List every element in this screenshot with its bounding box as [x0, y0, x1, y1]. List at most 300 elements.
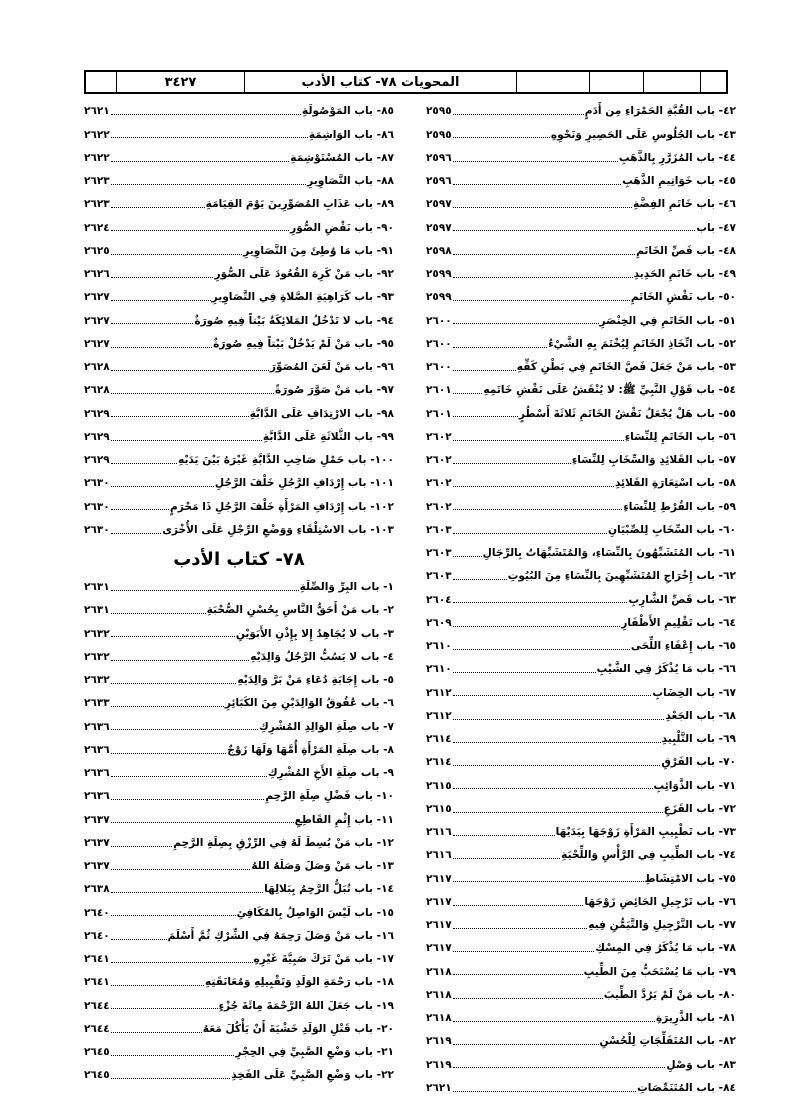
toc-left-column — [84, 100, 394, 1087]
toc-entry-label: ١٠٣- باب الاسْتِلْقَاءِ وَوَضْعِ الرِّجْلِ عَلَى الأُخْرَى — [162, 523, 394, 536]
toc-entry-label: ٨١- باب الذَّرِيرَةِ — [656, 1012, 736, 1025]
toc-entry-label: ٤٢- باب القُبَّةِ الحَمْرَاءِ مِن أَدَمٍ — [584, 105, 736, 118]
dot-leader — [453, 440, 624, 441]
header-box-5 — [700, 72, 726, 92]
toc-entry — [426, 542, 736, 565]
toc-entry-page: ٢٦٣٦ — [84, 720, 110, 733]
toc-entry — [426, 286, 736, 309]
toc-entry-label: ٩٢- باب مَنْ كَرِهَ القُعُودَ عَلَى الصُّوَرِ — [214, 268, 394, 281]
toc-entry-label: ١- باب البِرِّ وَالصِّلَةِ — [299, 581, 394, 594]
toc-entry-page: ٢٦٢٧ — [84, 314, 110, 327]
dot-leader — [453, 207, 632, 208]
toc-entry-label: ٧٦- باب تَرْجِيلِ الحَائِضِ زَوْجَهَا — [584, 895, 736, 908]
toc-entry-label: ١٠١- باب إِرْدَافِ الرَّجُلِ خَلْفَ الرَّجُلِ — [214, 477, 394, 490]
toc-entry-label: ٨٩- باب عَذَابِ المُصَوِّرِينَ يَوْمَ القِيَامَةِ — [205, 198, 394, 211]
dot-leader — [111, 486, 214, 487]
toc-entry — [426, 1053, 736, 1076]
dot-leader — [453, 788, 653, 789]
toc-entry — [84, 785, 394, 808]
toc-entry-page: ٢٦٢٥ — [84, 244, 110, 257]
toc-entry-label: ٤٤- باب المُزَرَّرِ بِالذَّهَبِ — [618, 151, 736, 164]
toc-entry-page: ٢٦١٦ — [426, 826, 452, 839]
dot-leader — [111, 230, 290, 231]
dot-leader — [111, 776, 267, 777]
dot-leader — [111, 1032, 202, 1033]
toc-entry-page: ٢٦٠٣ — [426, 547, 452, 560]
toc-entry-page: ٢٦١٠ — [426, 640, 452, 653]
toc-entry — [84, 925, 394, 948]
dot-leader — [111, 347, 213, 348]
toc-entry-label: ٤- باب لا يَسُبُّ الرَّجُلُ وَالِدَيْهِ — [250, 650, 394, 663]
dot-leader — [453, 626, 621, 627]
toc-entry-page: ٢٦٠٩ — [426, 616, 452, 629]
toc-entry-label: ٩٥- باب مَنْ لَمْ يَدْخُلْ بَيْتاً فِيهِ صُورَةٌ — [213, 337, 394, 350]
toc-entry — [84, 715, 394, 738]
toc-entry — [84, 1064, 394, 1087]
toc-entry — [84, 426, 394, 449]
dot-leader — [453, 649, 630, 650]
toc-entry-page: ٢٦٠٢ — [426, 500, 452, 513]
toc-entry — [84, 519, 394, 542]
toc-entry — [84, 123, 394, 146]
toc-left-top — [84, 100, 394, 542]
toc-entry-page: ٢٦٠٢ — [426, 430, 452, 443]
toc-entry-page: ٢٦١٢ — [426, 686, 452, 699]
dot-leader — [453, 602, 628, 603]
toc-entry-label: ٨٠- باب مَنْ لَمْ يَرُدَّ الطِّيبَ — [603, 988, 736, 1001]
toc-entry — [426, 193, 736, 216]
toc-entry-label: ٩٧- باب مَنْ صَوَّرَ صُورَةً — [275, 384, 394, 397]
dot-leader — [453, 161, 618, 162]
toc-entry-page: ٢٦٢٣ — [84, 198, 110, 211]
toc-entry — [426, 798, 736, 821]
toc-entry-label: ١٩- باب جَعَلَ اللهُ الرَّحْمَةَ مِائَةَ جُزْءٍ — [218, 999, 394, 1012]
toc-entry-label: ٧٥- باب الامْتِشَاطِ — [644, 872, 736, 885]
toc-entry-label: ٩- باب صِلَةِ الأَخِ المُشْرِكِ — [267, 767, 394, 780]
dot-leader — [111, 300, 211, 301]
toc-entry-label: ٧٨- باب مَا يُذْكَرُ فِي المِسْكِ — [595, 942, 736, 955]
toc-entry-label: ٥٦- باب الخَاتَمِ لِلنِّسَاءِ — [624, 430, 736, 443]
toc-entry — [84, 808, 394, 831]
toc-entry-label: ٧٣- باب تَطْيِيبِ المَرْأَةِ زَوْجَهَا بِيَدَيْهَا — [555, 826, 736, 839]
toc-entry-page: ٢٦٢١ — [426, 1081, 452, 1094]
toc-entry-page: ٢٥٩٥ — [426, 128, 452, 141]
toc-entry — [426, 774, 736, 797]
dot-leader — [453, 928, 588, 929]
toc-entry-label: ٢١- باب وَضْعِ الصَّبِيِّ فِي الحِجْرِ — [235, 1046, 394, 1059]
toc-entry-page: ٢٦٢٧ — [84, 337, 110, 350]
dot-leader — [111, 660, 250, 661]
toc-entry-label: ٧٢- باب القَزَعِ — [663, 802, 736, 815]
toc-entry-page: ٢٦٢٣ — [84, 175, 110, 188]
toc-entry-page: ٢٦٤٤ — [84, 1022, 110, 1035]
dot-leader — [453, 742, 661, 743]
toc-entry-page: ٢٦٠٠ — [426, 314, 452, 327]
dot-leader — [453, 858, 561, 859]
dot-leader — [111, 590, 299, 591]
toc-entry — [426, 356, 736, 379]
toc-entry-page: ٢٦٠٢ — [426, 454, 452, 467]
dot-leader — [111, 683, 237, 684]
toc-entry-label: ٤٩- باب خَاتَمِ الحَدِيدِ — [633, 268, 736, 281]
toc-entry-label: ٤٣- باب الجُلُوسِ عَلَى الحَصِيرِ وَنَحْوِهِ — [550, 128, 736, 141]
book-heading: ٧٨- كتاب الأدب — [173, 549, 305, 571]
dot-leader — [111, 370, 269, 371]
dot-leader — [453, 254, 635, 255]
dot-leader — [111, 207, 205, 208]
toc-entry-page: ٢٥٩٥ — [426, 105, 452, 118]
header-box-4 — [643, 72, 700, 92]
toc-entry-page: ٢٦٠٣ — [426, 570, 452, 583]
toc-entry — [426, 449, 736, 472]
toc-entry — [426, 1007, 736, 1030]
toc-entry-label: ٥٧- باب القَلائِدِ وَالسِّخَابِ لِلنِّسَاءِ — [571, 454, 736, 467]
toc-entry-page: ٢٦٢٢ — [84, 128, 110, 141]
dot-leader — [453, 323, 599, 324]
toc-entry-page: ٢٥٩٩ — [426, 291, 452, 304]
toc-entry-page: ٢٦٣٢ — [84, 627, 110, 640]
toc-left-bottom — [84, 576, 394, 1088]
dot-leader — [111, 161, 290, 162]
toc-entry — [426, 565, 736, 588]
toc-entry — [84, 762, 394, 785]
dot-leader — [453, 416, 518, 417]
dot-leader — [453, 1021, 655, 1022]
dot-leader — [111, 869, 251, 870]
toc-entry — [84, 971, 394, 994]
toc-entry-page: ٢٦٢٦ — [84, 268, 110, 281]
toc-entry — [426, 891, 736, 914]
dot-leader — [453, 1044, 599, 1045]
dot-leader — [453, 556, 482, 557]
dot-leader — [453, 370, 516, 371]
toc-entry — [426, 333, 736, 356]
toc-entry-page: ٢٦٣٠ — [84, 523, 110, 536]
toc-entry-label: ٤٧- باب — [696, 221, 736, 234]
toc-entry-page: ٢٦٣٢ — [84, 674, 110, 687]
dot-leader — [453, 533, 607, 534]
toc-entry-label: ٥- باب إِجَابَةِ دُعَاءِ مَنْ بَرَّ وَالِدَيْهِ — [237, 674, 394, 687]
toc-entry-label: ٩٤- باب لا تَدْخُلُ المَلائِكَةُ بَيْتاً فِيهِ صُورَةٌ — [194, 314, 394, 327]
toc-entry-page: ٢٦٣١ — [84, 604, 110, 617]
toc-entry-page: ٢٦٢٧ — [84, 291, 110, 304]
toc-entry — [84, 646, 394, 669]
toc-entry — [84, 263, 394, 286]
toc-entry-page: ٢٦٢٨ — [84, 361, 110, 374]
toc-entry-label: ٩١- باب مَا وُطِئَ مِنَ التَّصَاوِيرِ — [243, 244, 394, 257]
toc-entry-page: ٢٦١٩ — [426, 1058, 452, 1071]
toc-entry — [426, 240, 736, 263]
toc-entry-label: ٧٩- باب مَا يُسْتَحَبُّ مِنَ الطِّيبِ — [583, 965, 736, 978]
toc-entry-label: ٩٨- باب الارْتِدَافِ عَلَى الدَّابَّةِ — [249, 407, 394, 420]
dot-leader — [111, 509, 169, 510]
toc-entry-label: ٥٠- باب نَقْشِ الخَاتَمِ — [630, 291, 736, 304]
toc-entry-label: ٦٤- باب تَقْلِيمِ الأَظْفَارِ — [621, 616, 736, 629]
toc-entry — [84, 379, 394, 402]
toc-entry-label: ٧١- باب الذَّوَائِبِ — [653, 779, 736, 792]
toc-entry-label: ٣- باب لا يُجَاهِدُ إِلا بِإِذْنِ الأَبَوَيْنِ — [235, 627, 394, 640]
toc-entry — [84, 333, 394, 356]
toc-entry — [84, 147, 394, 170]
dot-leader — [453, 1091, 637, 1092]
dot-leader — [453, 277, 633, 278]
toc-entry-page: ٢٦٤٥ — [84, 1046, 110, 1059]
toc-entry — [426, 960, 736, 983]
dot-leader — [453, 114, 584, 115]
dot-leader — [111, 463, 177, 464]
toc-entry — [426, 588, 736, 611]
toc-entry-page: ٢٦٠٠ — [426, 337, 452, 350]
toc-entry-page: ٢٥٩٦ — [426, 175, 452, 188]
dot-leader — [453, 300, 630, 301]
toc-entry-page: ٢٦١٧ — [426, 942, 452, 955]
dot-leader — [111, 799, 265, 800]
toc-entry-page: ٢٦١٧ — [426, 919, 452, 932]
toc-entry — [84, 286, 394, 309]
toc-entry-page: ٢٦٤٠ — [84, 906, 110, 919]
dot-leader — [111, 254, 243, 255]
toc-entry-page: ٢٥٩٧ — [426, 221, 452, 234]
toc-entry-page: ٢٦٣٧ — [84, 813, 110, 826]
toc-entry — [426, 100, 736, 123]
toc-entry-label: ٦٥- باب إِعْفَاءِ اللِّحَى — [630, 640, 736, 653]
toc-entry-label: ١٦- باب مَنْ وَصَلَ رَحِمَهُ فِي الشِّرْكِ ثُمَّ أَسْلَمَ — [167, 929, 394, 942]
toc-entry-page: ٢٦١٩ — [426, 1035, 452, 1048]
toc-entry-label: ٢٢- باب وَضْعِ الصَّبِيِّ عَلَى الفَخِذِ — [231, 1069, 394, 1082]
toc-entry-page: ٢٥٩٨ — [426, 244, 452, 257]
dot-leader — [111, 729, 258, 730]
toc-entry — [84, 994, 394, 1017]
dot-leader — [111, 1078, 231, 1079]
toc-entry — [84, 739, 394, 762]
dot-leader — [453, 905, 584, 906]
dot-leader — [111, 846, 173, 847]
toc-entry-label: ١٠٠- باب حَمْلِ صَاحِبِ الدَّابَّةِ غَيْرَهُ بَيْنَ يَدَيْهِ — [178, 454, 394, 467]
dot-leader — [111, 822, 294, 823]
dot-leader — [453, 1067, 666, 1068]
toc-entry-page: ٢٦٢٩ — [84, 407, 110, 420]
toc-entry-label: ١٧- باب مَنْ تَرَكَ صَبِيَّةَ غَيْرِهِ — [253, 953, 394, 966]
toc-entry-page: ٢٦٢٤ — [84, 221, 110, 234]
dot-leader — [453, 881, 644, 882]
toc-entry — [426, 1030, 736, 1053]
dot-leader — [111, 277, 214, 278]
toc-entry — [426, 123, 736, 146]
toc-entry — [426, 216, 736, 239]
toc-entry-label: ٥٥- باب هَلْ يُجْعَلُ نَقْشُ الخَاتَمِ ثَلاثَةَ أَسْطُرٍ — [518, 407, 736, 420]
dot-leader — [111, 613, 206, 614]
toc-entry-label: ٩٣- باب كَرَاهِيَةِ الصَّلاةِ فِي التَّصَاوِيرِ — [211, 291, 394, 304]
dot-leader — [111, 753, 227, 754]
toc-entry — [426, 379, 736, 402]
page-header — [84, 70, 728, 94]
toc-entry-label: ٥٨- باب اسْتِعَارَةِ القَلائِدِ — [614, 477, 736, 490]
dot-leader — [453, 463, 571, 464]
header-box-3 — [589, 72, 643, 92]
toc-entry-page: ٢٦١٨ — [426, 988, 452, 1001]
toc-entry-page: ٢٦١٧ — [426, 872, 452, 885]
toc-entry — [426, 681, 736, 704]
toc-entry-label: ١٨- باب رَحْمَةِ الوَلَدِ وَتَقْبِيلِهِ وَمُعَانَقَتِهِ — [204, 976, 394, 989]
toc-entry-label: ٥١- باب الخَاتَمِ فِي الخِنْصَرِ — [599, 314, 736, 327]
toc-entry — [426, 937, 736, 960]
toc-entry-page: ٢٦٣٧ — [84, 836, 110, 849]
toc-entry — [426, 495, 736, 518]
toc-entry-page: ٢٦٣٠ — [84, 477, 110, 490]
dot-leader — [453, 765, 661, 766]
toc-entry-label: ٧٤- باب الطِّيبِ فِي الرَّأْسِ وَاللِّحْيَةِ — [561, 849, 736, 862]
toc-entry-page: ٢٦٤٥ — [84, 1069, 110, 1082]
toc-entry-label: ٢٠- باب قَتْلِ الوَلَدِ خَشْيَةَ أَنْ يَأْكُلَ مَعَهُ — [202, 1022, 394, 1035]
dot-leader — [453, 230, 696, 231]
toc-entry-label: ٥٤- باب قَوْلِ النَّبِيِّ ﷺ: لا يُنْقَشُ عَلَى نَقْشِ خَاتَمِهِ — [483, 384, 736, 397]
toc-entry-page: ٢٦٣٢ — [84, 650, 110, 663]
dot-leader — [111, 939, 167, 940]
toc-entry-page: ٢٦١٦ — [426, 849, 452, 862]
toc-entry-page: ٢٦٢٩ — [84, 454, 110, 467]
toc-entry-page: ٢٦٤١ — [84, 976, 110, 989]
dot-leader — [453, 393, 483, 394]
toc-entry-page: ٢٦٣٨ — [84, 883, 110, 896]
toc-entry-page: ٢٦٣٦ — [84, 767, 110, 780]
toc-entry-page: ٢٦٠١ — [426, 407, 452, 420]
toc-entry-page: ٢٥٩٧ — [426, 198, 452, 211]
toc-entry-label: ٢- باب مَنْ أَحَقُّ النَّاسِ بِحُسْنِ الصُّحْبَةِ — [206, 604, 394, 617]
toc-entry-page: ٢٦٣٦ — [84, 790, 110, 803]
header-box-1 — [86, 72, 116, 92]
dot-leader — [453, 695, 652, 696]
toc-entry-label: ٩٩- باب الثَّلاثَةِ عَلَى الدَّابَّةِ — [262, 430, 394, 443]
toc-entry-page: ٢٦٠٣ — [426, 523, 452, 536]
toc-entry-page: ٢٦١٨ — [426, 1012, 452, 1025]
toc-entry — [84, 622, 394, 645]
toc-entry-label: ٥٢- باب اتِّخَاذِ الخَاتَمِ لِيُخْتَمَ بِهِ الشَّيْءُ — [548, 337, 736, 350]
toc-entry-page: ٢٦١٠ — [426, 663, 452, 676]
toc-entry-label: ١٢- باب مَنْ بُسِطَ لَهُ فِي الرِّزْقِ بِصِلَةِ الرَّحِمِ — [173, 836, 394, 849]
toc-entry-page: ٢٦١٢ — [426, 709, 452, 722]
toc-entry — [84, 216, 394, 239]
toc-entry — [426, 1077, 736, 1100]
dot-leader — [453, 719, 665, 720]
toc-entry — [84, 692, 394, 715]
dot-leader — [111, 1055, 235, 1056]
toc-entry-page: ٢٦٣٧ — [84, 860, 110, 873]
toc-entry — [426, 402, 736, 425]
toc-entry-page: ٢٦١٤ — [426, 733, 452, 746]
toc-entry — [84, 309, 394, 332]
toc-entry — [84, 832, 394, 855]
dot-leader — [111, 915, 236, 916]
toc-entry-label: ٨٢- باب المُتَفَلِّجَاتِ لِلْحُسْنِ — [599, 1035, 736, 1048]
toc-entry — [84, 1041, 394, 1064]
toc-entry — [426, 658, 736, 681]
dot-leader — [111, 985, 204, 986]
toc-entry — [426, 519, 736, 542]
toc-entry — [426, 170, 736, 193]
toc-entry-label: ١٠- باب فَضْلِ صِلَةِ الرَّحِمِ — [265, 790, 394, 803]
dot-leader — [453, 509, 623, 510]
toc-entry-label: ٦- باب عُقُوقُ الوَالِدَيْنِ مِنَ الكَبَائِرِ — [224, 697, 394, 710]
toc-entry-page: ٢٦٤٠ — [84, 929, 110, 942]
page-number: ٣٤٢٧ — [116, 72, 244, 92]
dot-leader — [453, 812, 663, 813]
toc-entry — [426, 914, 736, 937]
dot-leader — [453, 579, 507, 580]
toc-entry-page: ٢٥٩٦ — [426, 151, 452, 164]
toc-entry-page: ٢٦٠١ — [426, 384, 452, 397]
dot-leader — [111, 440, 262, 441]
toc-entry-label: ٦٦- باب مَا يُذْكَرُ فِي الشَّيْبِ — [596, 663, 736, 676]
toc-entry-label: ٥٩- باب القُرْطِ لِلنِّسَاءِ — [623, 500, 736, 513]
toc-entry — [426, 426, 736, 449]
dot-leader — [111, 706, 224, 707]
toc-entry-label: ٦٩- باب التَّلْبِيدِ — [661, 733, 736, 746]
toc-entry-label: ٩٦- باب مَنْ لَعَنَ المُصَوِّرَ — [269, 361, 394, 374]
toc-entry — [84, 855, 394, 878]
toc-entry — [84, 100, 394, 123]
dot-leader — [111, 114, 301, 115]
toc-entry-label: ٥٣- باب مَنْ جَعَلَ فَصَّ الخَاتَمِ فِي بَطْنِ كَفِّهِ — [516, 361, 736, 374]
toc-entry — [426, 844, 736, 867]
toc-entry-label: ٦٨- باب الجَعْدِ — [665, 709, 736, 722]
toc-entry-label: ٧٧- باب التَّرْجِيلِ وَالتَّيَمُّنِ فِيهِ — [588, 919, 736, 932]
dot-leader — [111, 323, 194, 324]
toc-entry — [84, 495, 394, 518]
toc-entry — [84, 193, 394, 216]
toc-entry-page: ٢٦١٨ — [426, 965, 452, 978]
toc-entry-label: ١٥- باب لَيْسَ الوَاصِلُ بِالمُكَافِئِ — [236, 906, 394, 919]
toc-entry — [84, 901, 394, 924]
toc-entry-label: ٤٦- باب خَاتَمِ الفِضَّةِ — [633, 198, 736, 211]
toc-entry-page: ٢٦٢١ — [84, 105, 110, 118]
dot-leader — [111, 533, 162, 534]
toc-entry-label: ٨٦- باب الوَاشِمَةِ — [308, 128, 394, 141]
toc-entry — [426, 612, 736, 635]
toc-entry-label: ٤٥- باب خَوَاتِيمِ الذَّهَبِ — [622, 175, 736, 188]
toc-entry-label: ١٠٢- باب إِرْدَافِ المَرْأَةِ خَلْفَ الرَّجُلِ ذَا مَحْرَمٍ — [170, 500, 394, 513]
dot-leader — [111, 393, 274, 394]
dot-leader — [453, 998, 603, 999]
toc-entry-label: ٨٧- باب المُسْتَوْشِمَةِ — [290, 151, 394, 164]
dot-leader — [453, 137, 550, 138]
toc-entry-label: ٦٢- باب إِخْرَاجِ المُتَشَبِّهِينَ بِالنِّسَاءِ مِنَ البُيُوتِ — [507, 570, 736, 583]
toc-entry — [426, 309, 736, 332]
toc-entry-label: ٧٠- باب الفَرْقِ — [661, 756, 736, 769]
toc-entry-label: ٦١- باب المُتَشَبِّهُونَ بِالنِّسَاءِ، وَالمُتَشَبِّهَاتُ بِالرِّجَالِ — [482, 547, 736, 560]
toc-entry — [426, 821, 736, 844]
toc-entry — [84, 1018, 394, 1041]
toc-entry-page: ٢٦١٧ — [426, 895, 452, 908]
toc-entry-page: ٢٦٢٨ — [84, 384, 110, 397]
toc-entry-label: ٦٧- باب الخِضَابِ — [652, 686, 736, 699]
toc-entry-page: ٢٦٣٣ — [84, 697, 110, 710]
toc-entry — [426, 867, 736, 890]
toc-entry-page: ٢٦٢٩ — [84, 430, 110, 443]
toc-entry-label: ٩٠- باب نَقْضِ الصُّوَرِ — [290, 221, 394, 234]
toc-entry — [84, 878, 394, 901]
toc-entry — [84, 449, 394, 472]
toc-entry-page: ٢٦٤٤ — [84, 999, 110, 1012]
toc-entry-label: ٦٠- باب السِّخَابِ لِلصِّبْيَانِ — [607, 523, 736, 536]
toc-entry — [426, 751, 736, 774]
dot-leader — [453, 951, 595, 952]
toc-entry — [426, 263, 736, 286]
toc-entry — [84, 472, 394, 495]
toc-entry-page: ٢٦٠٢ — [426, 477, 452, 490]
toc-entry-label: ٨٣- باب وَصْلِ — [666, 1058, 736, 1071]
toc-entry-page: ٢٦١٤ — [426, 756, 452, 769]
toc-entry-page: ٢٦٢٢ — [84, 151, 110, 164]
